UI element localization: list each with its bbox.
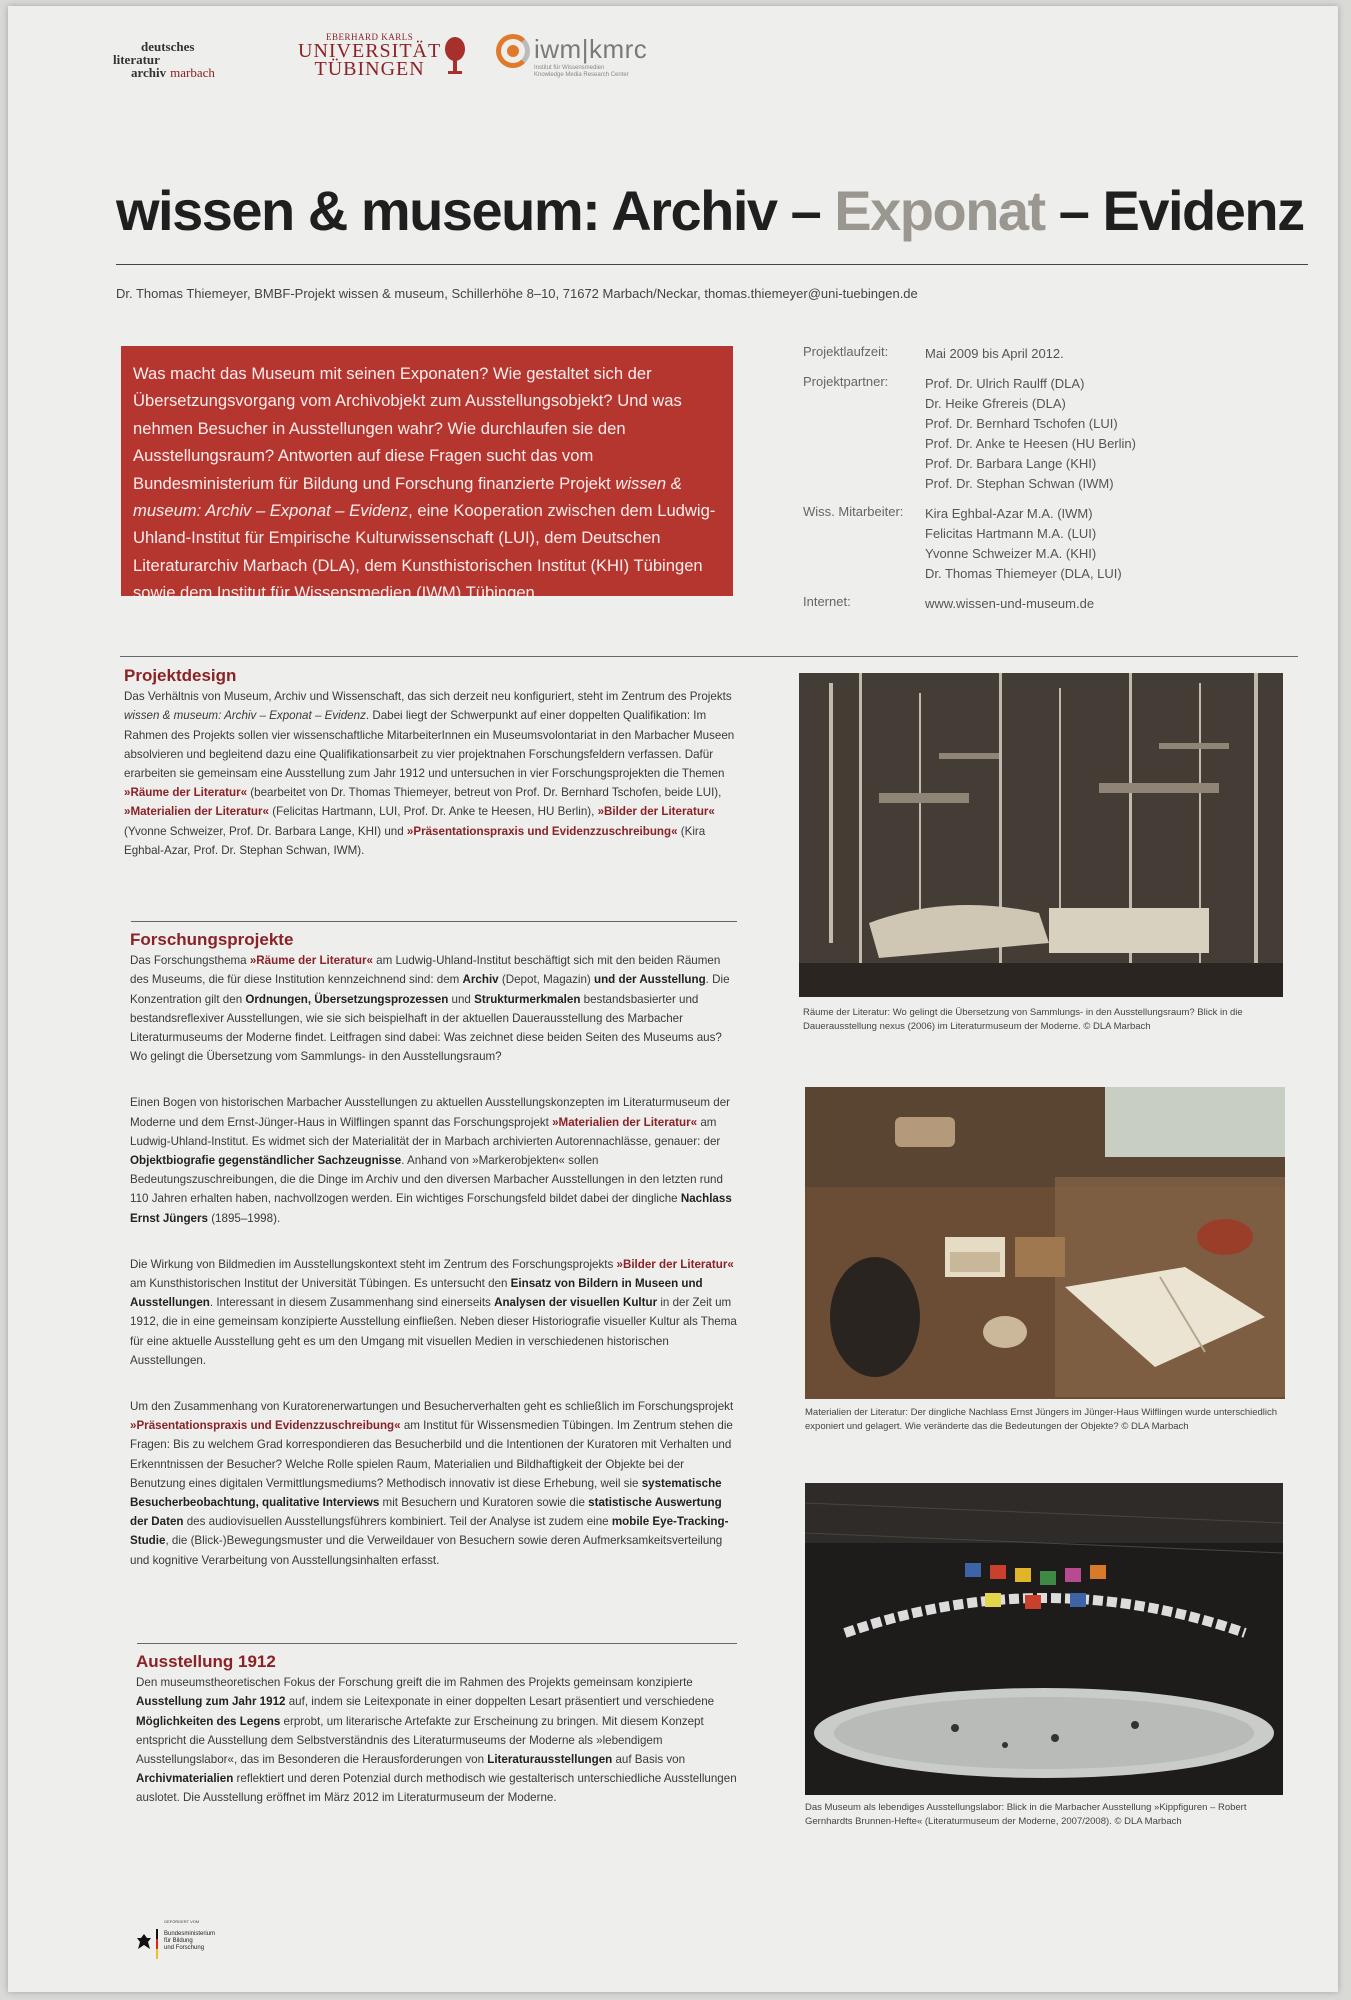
- text-span: des audiovisuellen Ausstellungsführers kombiniert. Teil der Analyse ist zudem eine: [183, 1515, 612, 1529]
- partner-item: Prof. Dr. Barbara Lange (KHI): [925, 456, 1097, 471]
- iwm-subtitle: [534, 65, 629, 79]
- poster: [8, 6, 1338, 1992]
- text-span: am Ludwig-Uhland-Institut beschäftigt sich mit den beiden Räumen des Museums, die für diese Institution kennzeichnend sind: dem: [130, 954, 721, 987]
- partner-item: Prof. Dr. Anke te Heesen (HU Berlin): [925, 436, 1136, 451]
- text-bold: systematische Besucherbeobachtung, qualitative Interviews: [130, 1476, 722, 1510]
- text-span: Die Wirkung von Bildmedien im Ausstellungskontext steht im Zentrum des Forschungsprojekts: [130, 1257, 617, 1271]
- text-span: auf, indem sie Leitexponate in einer doppelten Lesart präsentiert und verschiedene: [285, 1695, 715, 1709]
- tue-line2: TÜBINGEN: [314, 58, 425, 80]
- text-span: Einen Bogen von historischen Marbacher Ausstellungen zu aktuellen Ausstellungskonzepten im Literaturmuseum der Moderne und dem Ernst-Jünger-Haus in Wilflingen spannt das Forschungsprojekt: [130, 1096, 731, 1129]
- text-bold: mobile Eye-Tracking-Studie: [130, 1515, 729, 1548]
- tue-small: EBERHARD KARLS: [325, 32, 414, 42]
- projektdesign-text: [124, 687, 738, 860]
- bmbf-line: und Forschung: [164, 1945, 205, 1951]
- logo-bar: [113, 28, 713, 88]
- forschung-p1: [130, 951, 738, 1066]
- staff-item: Kira Eghbal-Azar M.A. (IWM): [925, 506, 1093, 521]
- fact-label: Projektlaufzeit:: [803, 344, 889, 359]
- topic-highlight: »Präsentationspraxis und Evidenzzuschreibung«: [130, 1419, 401, 1433]
- partner-item: Prof. Dr. Bernhard Tschofen (LUI): [925, 416, 1118, 431]
- fact-value: Mai 2009 bis April 2012.: [925, 346, 1064, 361]
- tue-line1: UNIVERSITÄT: [298, 40, 442, 62]
- text-bold: Literaturausstellungen: [487, 1753, 613, 1767]
- text-bold: Nachlass Ernst Jüngers: [130, 1192, 732, 1225]
- ausstellung-text: [136, 1673, 738, 1807]
- text-span: Das Verhältnis von Museum, Archiv und Wissenschaft, das sich derzeit neu konfiguriert, steht im Zentrum des Projekts: [124, 690, 732, 704]
- text-bold: Einsatz von Bildern in Museen und Ausstellungen: [130, 1277, 703, 1310]
- forschung-p4: [130, 1397, 738, 1570]
- forschung-p3: [130, 1255, 738, 1370]
- bmbf-text: [164, 1931, 215, 1952]
- dla-line2: literatur: [113, 52, 160, 67]
- text-span: in der Zeit um 1912, die in eine gemeinsam konzipierte Ausstellung einfließen. Neben dieser Historiografie visueller Kultur als Thema für eine aktuelle Ausstellung geht es um den Umgang mit visuellen Medien in verschiedenen historischen Ausstellungen.: [130, 1296, 737, 1367]
- text-span: (Yvonne Schweizer, Prof. Dr. Barbara Lange, KHI) und: [124, 824, 407, 838]
- topic-highlight: »Bilder der Literatur«: [616, 1257, 734, 1271]
- topic-highlight: »Räume der Literatur«: [124, 786, 248, 800]
- bmbf-line: Bundesministerium: [164, 1931, 216, 1937]
- tree-icon: [443, 36, 467, 76]
- text-span: (bearbeitet von Dr. Thomas Thiemeyer, betreut von Prof. Dr. Bernhard Tschofen, beide LUI),: [247, 786, 722, 800]
- intro-text1: Was macht das Museum mit seinen Exponaten? Wie gestaltet sich der Übersetzungsvorgang vom Archivobjekt zum Ausstellungsobjekt? Und was nehmen Besucher in Ausstellungen wahr? Wie durchlaufen sie den Ausstellungsraum? Antworten auf diese Fragen sucht das vom Bundesministerium für Bildung und Forschung finanzierte Projekt: [133, 364, 682, 493]
- intro-box: [121, 346, 733, 603]
- topic-highlight: »Räume der Literatur«: [249, 954, 373, 968]
- text-bold: Analysen der visuellen Kultur: [494, 1296, 658, 1310]
- text-span: . Anhand von »Markerobjekten« sollen Bedeutungszuschreibungen, die die Dinge im Archiv und den diversen Marbacher Ausstellungen in den letzten rund 110 Jahren erhalten haben, nachvollzogen werden. Ein wichtiges Forschungsfeld bildet dabei der dingliche: [130, 1154, 723, 1206]
- fact-label: Wiss. Mitarbeiter:: [803, 504, 904, 519]
- text-bold: Ordnungen, Übersetzungsprozessen: [245, 992, 449, 1006]
- text-span: (Kira Eghbal-Azar, Prof. Dr. Stephan Schwan, IWM).: [124, 824, 706, 857]
- intro-text2: , eine Kooperation zwischen dem Ludwig-Uhland-Institut für Empirische Kulturwissenschaft (LUI), dem Deutschen Literaturarchiv Marbach (DLA), dem Kunsthistorischen Institut (KHI) Tübingen sowie dem Institut für Wissensmedien (IWM) Tübingen.: [133, 501, 716, 603]
- iwm-dot-icon: [507, 45, 519, 57]
- topic-highlight: »Bilder der Literatur«: [597, 805, 715, 819]
- dla-place: marbach: [170, 65, 215, 80]
- fact-staff: [803, 504, 1323, 584]
- fact-laufzeit: [803, 344, 1323, 364]
- internet-link[interactable]: www.wissen-und-museum.de: [925, 596, 1095, 611]
- text-bold: Archivmaterialien: [136, 1772, 234, 1786]
- text-span: (Felicitas Hartmann, LUI, Prof. Dr. Anke te Heesen, HU Berlin),: [268, 805, 598, 819]
- text-span: am Kunsthistorischen Institut der Universität Tübingen. Es untersucht den: [130, 1277, 511, 1291]
- text-span: . Die Konzentration gilt den: [130, 973, 730, 1006]
- section-rule: [137, 1643, 737, 1644]
- text-bold: Strukturmerkmalen: [474, 992, 581, 1006]
- text-span: am Institut für Wissensmedien Tübingen. Im Zentrum stehen die Fragen: Bis zu welchem Grad korrespondieren das Besucherbild und die Intentionen der Kuratoren mit Verhalten und Erkenntnissen der Besucher? Welche Rolle spielen Raum, Materialien und Bildhaftigkeit der Objekte bei der Benutzung eines digitalen Vermittlungsmediums? Methodisch innovativ ist diese Erhebung, weil sie: [130, 1419, 733, 1490]
- text-bold: Möglichkeiten des Legens: [136, 1714, 281, 1728]
- photo-juenger-objects: [805, 1087, 1285, 1399]
- poster-title: [116, 178, 1304, 243]
- dla-line1: deutsches: [141, 39, 195, 54]
- text-bold: Objektbiografie gegenständlicher Sachzeugnisse: [130, 1154, 402, 1168]
- partner-item: Prof. Dr. Ulrich Raulff (DLA): [925, 376, 1085, 391]
- text-span: . Interessant in diesem Zusammenhang sind einerseits: [209, 1296, 495, 1310]
- heading-ausstellung: Ausstellung 1912: [136, 1652, 276, 1671]
- partner-item: Dr. Heike Gfrereis (DLA): [925, 396, 1066, 411]
- caption-3: Das Museum als lebendiges Ausstellungslabor: Blick in die Marbacher Ausstellung »Kippfiguren – Robert Gernhardts Brunnen-Hefte« (Literaturmuseum der Moderne, 2007/2008). © DLA Marbach: [805, 1802, 1247, 1827]
- title-part1: wissen & museum: Archiv –: [116, 179, 835, 242]
- heading-projektdesign: Projektdesign: [124, 666, 237, 685]
- iwm-sub1: Institut für Wissensmedien: [534, 65, 605, 71]
- iwm-name: iwm|kmrc: [534, 34, 648, 64]
- bmbf-small: GEFÖRDERT VOM: [164, 1919, 200, 1924]
- text-span: . Dabei liegt der Schwerpunkt auf einer doppelten Qualifikation: Im Rahmen des Projekts sollen vier wissenschaftliche MitarbeiterInnen ein Museumsvolontariat in den Marbacher Museen absolvieren und begleitend dazu eine Qualifikationsarbeit zu vier projektnahen Forschungsfeldern verfassen. Dafür erarbeiten sie gemeinsam eine Ausstellung zum Jahr 1912 und untersuchen in vier Forschungsprojekten die Themen: [124, 709, 735, 781]
- title-part3: – Evidenz: [1044, 179, 1304, 242]
- text-span: Den museumstheoretischen Fokus der Forschung greift die im Rahmen des Projekts gemeinsam konzipierte: [136, 1676, 693, 1690]
- dla-logo: [113, 40, 215, 79]
- caption-1: Räume der Literatur: Wo gelingt die Übersetzung von Sammlungs- in den Ausstellungsraum? Blick in die Dauerausstellung nexus (2006) im Literaturmuseum der Moderne. © DLA Marbach: [803, 1007, 1243, 1032]
- topic-highlight: »Präsentationspraxis und Evidenzzuschreibung«: [406, 824, 678, 838]
- text-bold: und der Ausstellung: [594, 973, 706, 987]
- topic-highlight: »Materialien der Literatur«: [552, 1115, 698, 1129]
- staff-item: Felicitas Hartmann M.A. (LUI): [925, 526, 1097, 541]
- fact-label: Projektpartner:: [803, 374, 889, 389]
- text-span: erprobt, um literarische Artefakte zur Erscheinung zu bringen. Mit diesem Konzept entspricht die Ausstellung dem Selbstverständnis des Literaturmuseums der Moderne als »lebendigem Ausstellungslabor«, das im Besonderen die Herausforderungen von: [136, 1714, 704, 1767]
- flag-bar-red: [156, 1939, 158, 1949]
- contact-line: Dr. Thomas Thiemeyer, BMBF-Projekt wissen & museum, Schillerhöhe 8–10, 71672 Marbach/Neckar, thomas.thiemeyer@uni-tuebingen.de: [116, 286, 918, 301]
- text-span: (1895–1998).: [207, 1211, 281, 1225]
- fact-internet: [803, 594, 1323, 614]
- section-projektdesign: [124, 666, 738, 887]
- flag-bar-gold: [156, 1949, 158, 1959]
- heading-forschung: Forschungsprojekte: [130, 930, 294, 949]
- section-rule: [131, 921, 737, 922]
- fact-partner: [803, 374, 1323, 494]
- text-bold: Ausstellung zum Jahr 1912: [136, 1695, 286, 1709]
- text-span: Das Forschungsthema: [130, 954, 250, 968]
- section-rule: [120, 656, 1298, 657]
- text-bold: Archiv: [462, 973, 499, 987]
- eagle-icon: [136, 1933, 152, 1951]
- text-span: , die (Blick-)Bewegungsmuster und die Verweildauer von Besuchern sowie deren Aufmerksamkeitsverteilung und kognitive Verarbeitung von Ausstellungsinhalten erfasst.: [130, 1534, 723, 1567]
- text-span: Um den Zusammenhang von Kuratorenerwartungen und Besucherverhalten geht es schließlich im Forschungsprojekt: [130, 1400, 734, 1414]
- bmbf-logo: [136, 1911, 256, 1961]
- partner-item: Prof. Dr. Stephan Schwan (IWM): [925, 476, 1114, 491]
- text-span: bestandsbasierter und bestandsreflexiver Ausstellungen, wie sie sich beispielhaft in der aktuellen Dauerausstellung des Marbacher Literaturmuseums der Moderne findet. Leitfragen sind dabei: Was zeichnet diese beiden Seiten des Museums aus? Wo gelingt die Übersetzung vom Sammlungs- in den Ausstellungsraum?: [130, 992, 722, 1064]
- photo-archive-room: [799, 673, 1283, 997]
- bmbf-line: für Bildung: [164, 1938, 193, 1944]
- text-span: reflektiert und deren Potenzial durch methodisch wie gestalterisch unterschiedliche Ausstellungen auslotet. Die Ausstellung eröffnet im März 2012 im Literaturmuseum der Moderne.: [136, 1772, 737, 1805]
- text-span: auf Basis von: [612, 1753, 686, 1767]
- staff-item: Yvonne Schweizer M.A. (KHI): [925, 546, 1097, 561]
- project-facts: [803, 344, 1323, 624]
- section-ausstellung: [136, 1652, 738, 1835]
- text-italic: wissen & museum: Archiv – Exponat – Evidenz: [124, 709, 366, 723]
- title-part2: Exponat: [834, 179, 1045, 242]
- topic-highlight: »Materialien der Literatur«: [124, 805, 269, 819]
- intro-italic: wissen & museum: Archiv – Exponat – Evidenz: [133, 473, 682, 521]
- caption-2: Materialien der Literatur: Der dingliche Nachlass Ernst Jüngers im Jünger-Haus Wilflingen wurde unterschiedlich exponiert und gelagert. Wie veränderte das die Bedeutungen der Objekte? © DLA Marbach: [805, 1407, 1278, 1432]
- text-span: am Ludwig-Uhland-Institut. Es widmet sich der Materialität der in Marbach archivierten Autorennachlässe, genauer: der: [130, 1115, 721, 1148]
- forschung-p2: [130, 1093, 738, 1227]
- section-forschung: [130, 930, 738, 1597]
- fact-label: Internet:: [803, 594, 851, 609]
- text-span: (Depot, Magazin): [498, 973, 595, 987]
- photo-exhibition-lab: [805, 1483, 1283, 1795]
- text-bold: statistische Auswertung der Daten: [130, 1496, 722, 1529]
- tuebingen-logo: [298, 32, 441, 78]
- title-rule: [116, 264, 1308, 265]
- text-span: und: [448, 992, 475, 1006]
- staff-item: Dr. Thomas Thiemeyer (DLA, LUI): [925, 566, 1122, 581]
- text-span: mit Besuchern und Kuratoren sowie die: [379, 1496, 589, 1510]
- iwm-sub2: Knowledge Media Research Center: [534, 72, 629, 78]
- dla-line3: archiv: [131, 65, 167, 80]
